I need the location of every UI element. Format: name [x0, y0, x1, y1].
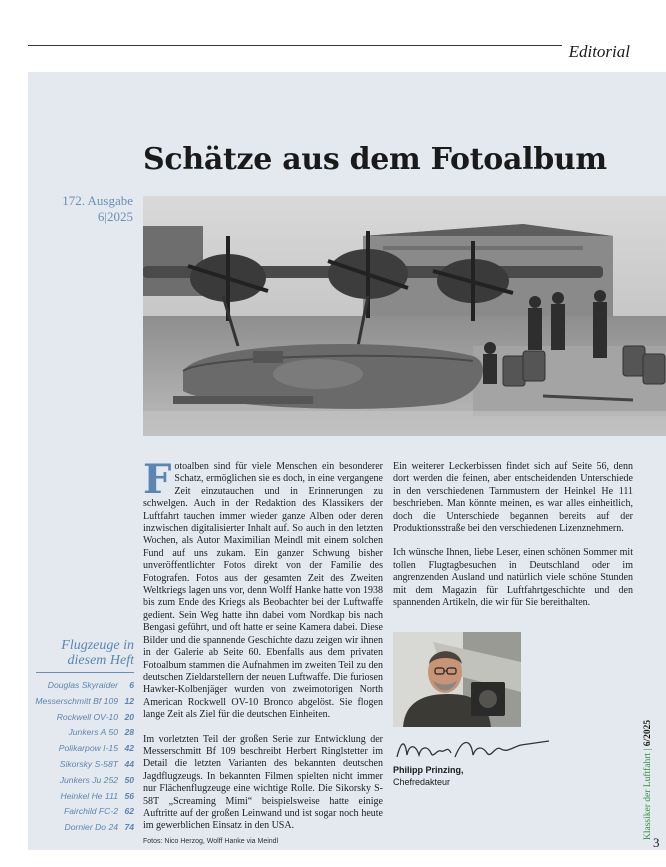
toc-item[interactable]: Dornier Do 24 74 — [64, 822, 134, 833]
issue-info — [40, 193, 133, 225]
issue-date: 6|2025 — [97, 209, 133, 224]
toc-item[interactable]: Fairchild FC-2 62 — [64, 806, 134, 817]
article-paragraph: Ein weiterer Leckerbissen findet sich auf Seite 56, denn dort werden die feinen, aber entscheidenden Unterschiede in den verschiedenen Tarnmustern der Heinkel He 111 beschrieben. Man könnte meinen, es war alles einheitlich, doch die Unterschiede begannen bereits auf der Produktionsstraße bei den verschiedenen Lizenznehmern. — [393, 461, 633, 535]
page-number: 3 — [653, 835, 660, 850]
article-column-2 — [393, 461, 633, 621]
spine-separator: | — [643, 746, 653, 753]
toc-item[interactable]: Messerschmitt Bf 109 12 — [35, 695, 134, 706]
editor-role: Chefredakteur — [393, 777, 451, 787]
editor-signature — [393, 733, 553, 765]
toc-item[interactable]: Sikorsky S-58T 44 — [59, 758, 134, 769]
article-paragraph: Fotoalben sind für viele Menschen ein besonderer Schatz, ermöglichen sie es doch, in eine vergangene Zeit einzutauchen und in Erinnerungen zu schwelgen. Auch in der Redaktion des Klassikers der Luftfahrt tauchen immer wieder ganze Alben oder deren inzwischen digitalisierter Inhalt auf. So auch in den letzten Wochen, als Autor Maximilian Meindl mit einem solchen Fund auf uns zukam. Ein ganzer Schwung bisher unveröffentlichter Fotos direkt von der Familie des Fotografen. Fotos aus der gesamten Zeit des Zweiten Weltkriegs lagen uns vor, denn Wolff Hanke hatte von 1938 bis zum Ende des Kriegs als Beobachter bei der Luftwaffe gedient. Sein Weg hatte ihn dabei vom Nordkap bis nach Bengasi geführt, und oft hatte er seine Kamera dabei. Diese Bilder und die spannende Geschichte dazu zeigen wir ihnen in der Galerie ab Seite 60. Ebenfalls aus dem privaten Fotoalbum stammen die Aufnahmen im zweiten Teil zu den deutschen Zieldarstellern der neuen Luftwaffe. Die furiosen Hawker-Kolbenjäger wurden von zweimotorigen North American Rockwell OV-10 Bronco abgelöst. Sie flogen lange Zeit als Ziel für die deutschen Einheiten. — [143, 456, 383, 721]
editor-portrait — [393, 632, 521, 727]
article-paragraph: Im vorletzten Teil der großen Serie zur Entwicklung der Messerschmitt Bf 109 beschreibt Herbert Ringlstetter im Detail die letzten Varianten des bekannten deutschen Jagdflugzeugs. In bekannten Filmen spielten nicht immer nur Flächenflugzeuge eine wichtige Rolle. Die Sikorsky S-58T „Screaming Mimi“ beispielsweise hatte einige Auftritte auf der großen Leinwand und ist sogar noch heute im gewerblichen Einsatz in den USA. — [143, 733, 383, 832]
toc-divider — [36, 672, 134, 673]
toc-item[interactable]: Rockwell OV-10 20 — [56, 711, 134, 722]
article-paragraph: Ich wünsche Ihnen, liebe Leser, einen schönen Sommer mit tollen Flugtagbesuchen in Deutschland oder im angrenzenden Ausland und natürlich viele schöne Stunden mit dem Magazin für Luftfahrtgeschichte und den spannenden Artikeln, die wir für Sie bereithalten. — [393, 547, 633, 609]
toc-item[interactable]: Polikarpow I-15 42 — [58, 743, 134, 754]
toc-title: Flugzeuge in diesem Heft — [61, 638, 134, 668]
spine-footer — [643, 720, 653, 840]
toc-item[interactable]: Junkers A 50 28 — [68, 727, 134, 738]
editor-name: Philipp Prinzing, — [393, 765, 464, 775]
toc-list — [10, 678, 134, 836]
article-column-1 — [143, 456, 383, 845]
header-rule — [28, 45, 562, 46]
photo-credits: Fotos: Nico Herzog, Wolff Hanke via Meindl — [143, 838, 279, 845]
drop-cap: F — [143, 456, 172, 503]
toc-item[interactable]: Heinkel He 111 56 — [60, 790, 134, 801]
page-title: Schätze aus dem Fotoalbum — [143, 142, 607, 177]
toc-item[interactable]: Douglas Skyraider 6 — [47, 680, 134, 690]
section-label: Editorial — [568, 42, 630, 61]
issue-number: 172. Ausgabe — [62, 193, 133, 208]
magazine-name: Klassiker der Luftfahrt — [643, 752, 653, 840]
toc-item[interactable]: Junkers Ju 252 50 — [59, 774, 134, 785]
flying-boat-photo — [143, 196, 666, 436]
spine-date: 6/2025 — [643, 719, 653, 747]
